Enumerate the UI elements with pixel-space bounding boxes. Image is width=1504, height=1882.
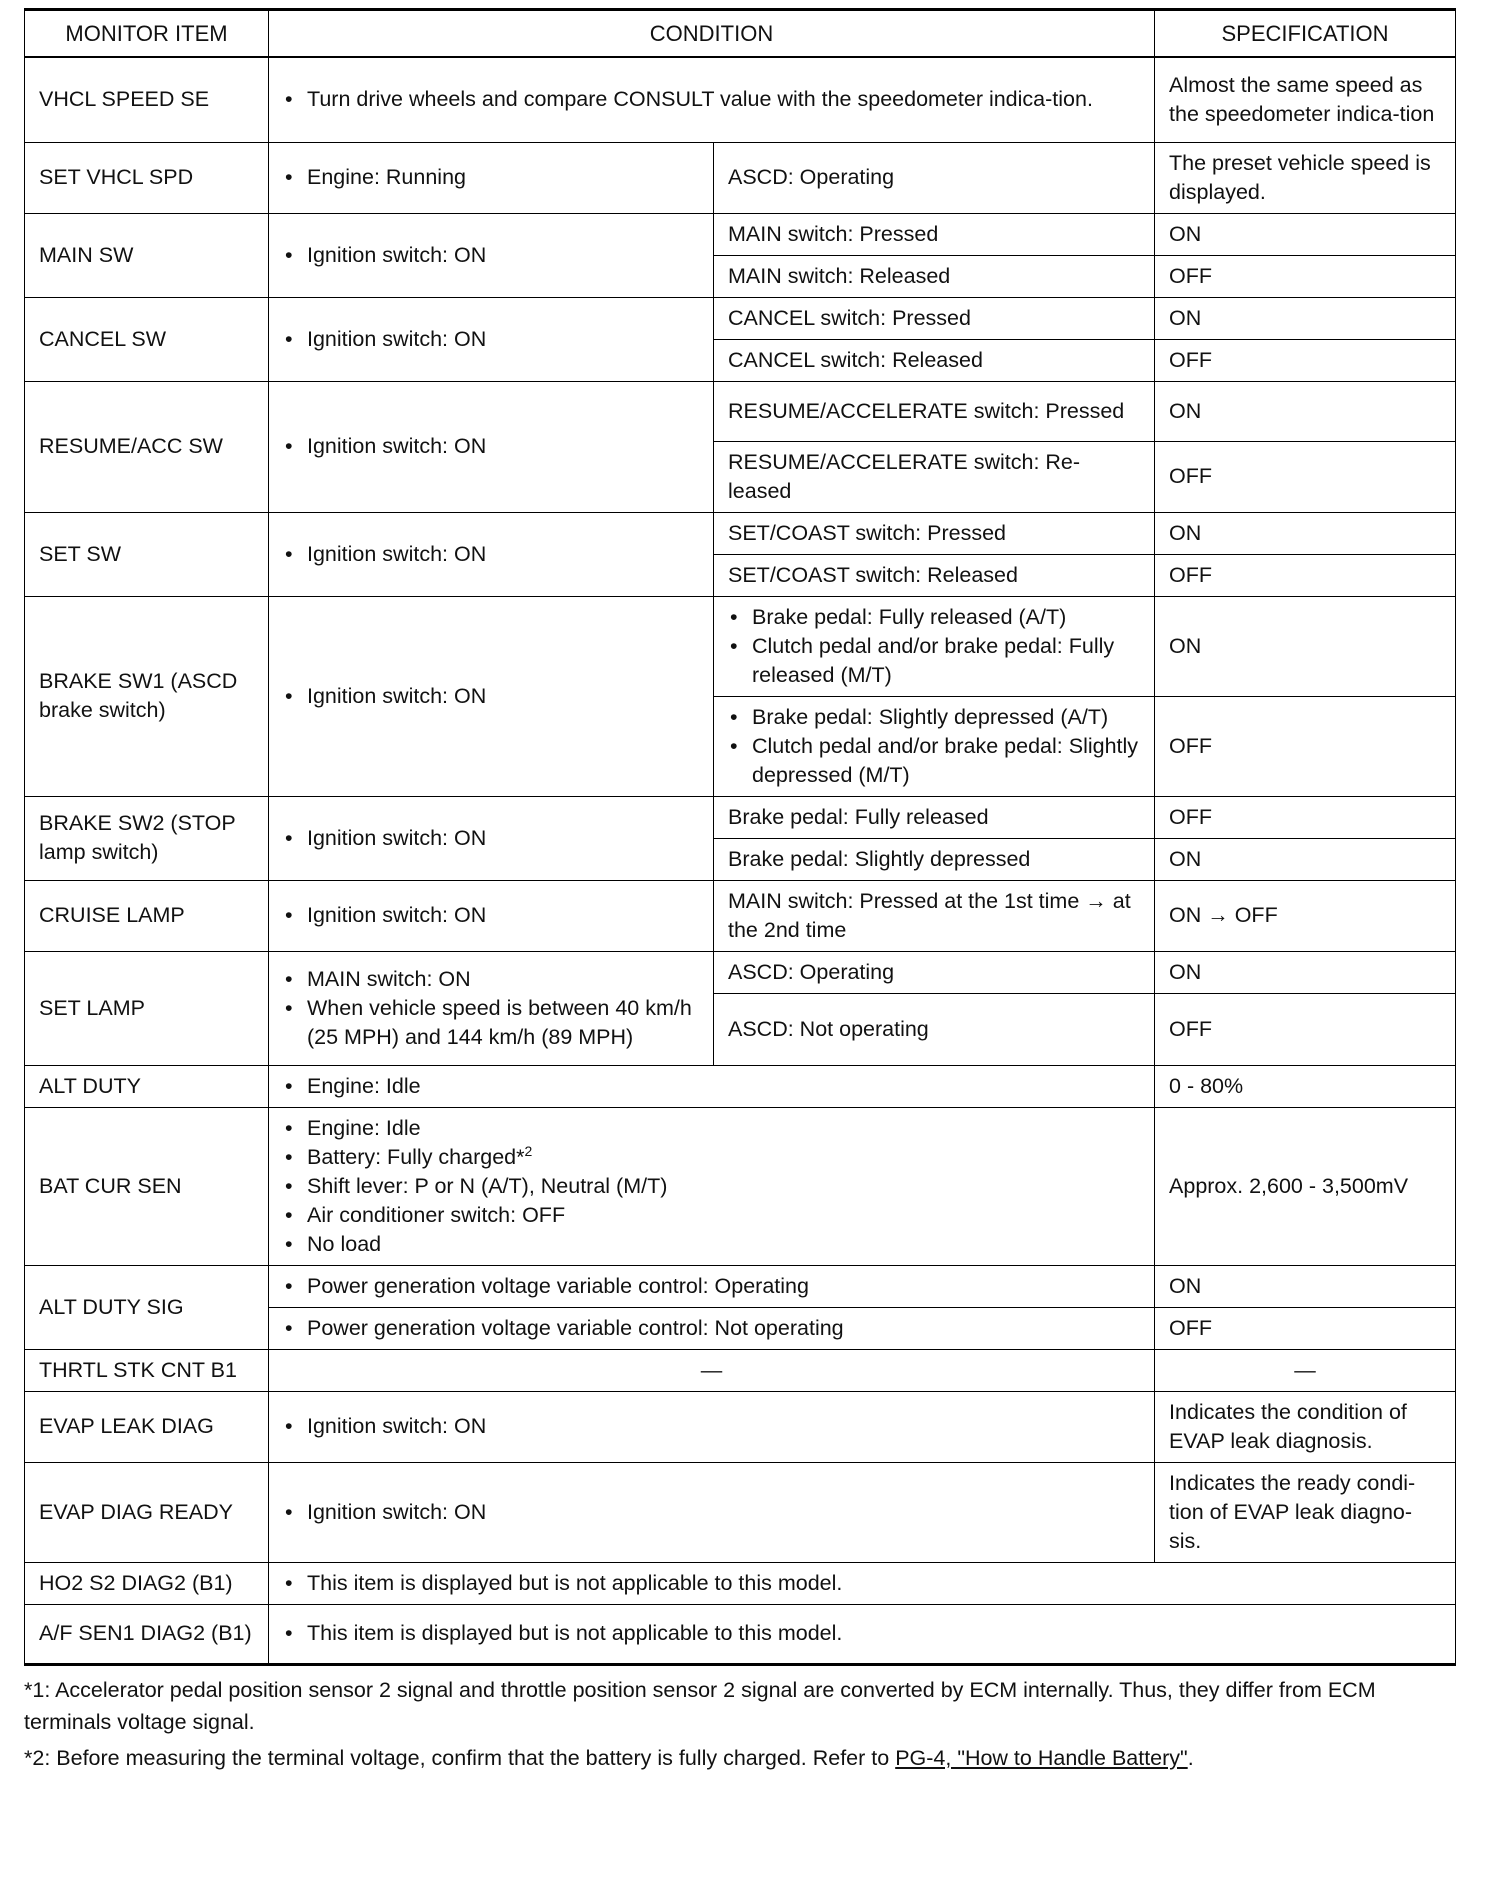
- document: [24, 8, 1455, 1778]
- condition-cell: [269, 1391, 1155, 1462]
- condition-bullet: • Power generation voltage variable control: Not operating: [283, 1314, 1140, 1343]
- sub-condition-cell: CANCEL switch: Released: [714, 339, 1155, 381]
- condition-cell: [269, 297, 714, 381]
- sub-condition-cell: ASCD: Not operating: [714, 993, 1155, 1065]
- condition-cell: [269, 1462, 1155, 1562]
- sub-condition-cell: ASCD: Operating: [714, 951, 1155, 993]
- condition-bullet: • This item is displayed but is not applicable to this model.: [283, 1569, 1441, 1598]
- table-row: [25, 1107, 1456, 1265]
- header-monitor-item: MONITOR ITEM: [25, 10, 269, 58]
- condition-cell: [269, 1065, 1155, 1107]
- table-row: [25, 297, 1456, 339]
- monitor-item: BRAKE SW2 (STOP lamp switch): [25, 796, 269, 880]
- condition-bullet: • Ignition switch: ON: [283, 901, 699, 930]
- condition-bullet: • Ignition switch: ON: [283, 682, 699, 711]
- footnote-2: [24, 1742, 1455, 1774]
- condition-cell: [269, 142, 714, 213]
- condition-cell: [269, 796, 714, 880]
- condition-bullet: • Air conditioner switch: OFF: [283, 1201, 1140, 1230]
- spec-cell: OFF: [1155, 796, 1456, 838]
- sub-condition-cell: Brake pedal: Fully released: [714, 796, 1155, 838]
- table-row: [25, 596, 1456, 696]
- sub-condition-cell: CANCEL switch: Pressed: [714, 297, 1155, 339]
- condition-bullet: • MAIN switch: ON: [283, 965, 699, 994]
- spec-cell: OFF: [1155, 696, 1456, 796]
- spec-cell: Approx. 2,600 - 3,500mV: [1155, 1107, 1456, 1265]
- condition-bullet: • Ignition switch: ON: [283, 540, 699, 569]
- monitor-item: VHCL SPEED SE: [25, 57, 269, 142]
- monitor-item: BRAKE SW1 (ASCD brake switch): [25, 596, 269, 796]
- sub-condition-cell: RESUME/ACCELERATE switch: Re-leased: [714, 441, 1155, 512]
- sub-condition-bullet: • Clutch pedal and/or brake pedal: Fully released (M/T): [728, 632, 1140, 690]
- header-condition: CONDITION: [269, 10, 1155, 58]
- table-row: [25, 381, 1456, 441]
- condition-bullet: • Ignition switch: ON: [283, 1412, 1140, 1441]
- monitor-item: HO2 S2 DIAG2 (B1): [25, 1562, 269, 1604]
- condition-bullet: • Engine: Running: [283, 163, 699, 192]
- spec-cell: OFF: [1155, 554, 1456, 596]
- footnote-2-text: *2: Before measuring the terminal voltage, confirm that the battery is fully charged. Refer to: [24, 1745, 896, 1770]
- condition-cell: [269, 1107, 1155, 1265]
- monitor-item: THRTL STK CNT B1: [25, 1349, 269, 1391]
- table-row: [25, 951, 1456, 993]
- footnote-ref: 2: [524, 1142, 533, 1159]
- monitor-table: [24, 8, 1456, 1666]
- spec-cell: OFF: [1155, 339, 1456, 381]
- sub-condition-cell: MAIN switch: Released: [714, 255, 1155, 297]
- sub-condition-cell: Brake pedal: Slightly depressed: [714, 838, 1155, 880]
- table-row: [25, 512, 1456, 554]
- monitor-item: MAIN SW: [25, 213, 269, 297]
- condition-bullet: • Ignition switch: ON: [283, 432, 699, 461]
- condition-cell: [269, 596, 714, 796]
- sub-condition-cell: RESUME/ACCELERATE switch: Pressed: [714, 381, 1155, 441]
- sub-condition-bullet: • Clutch pedal and/or brake pedal: Slightly depressed (M/T): [728, 732, 1140, 790]
- condition-cell: [269, 57, 1155, 142]
- table-header-row: [25, 10, 1456, 58]
- spec-cell: OFF: [1155, 441, 1456, 512]
- sub-condition-cell: SET/COAST switch: Released: [714, 554, 1155, 596]
- monitor-item: ALT DUTY: [25, 1065, 269, 1107]
- spec-cell: OFF: [1155, 1307, 1456, 1349]
- condition-bullet: • Ignition switch: ON: [283, 824, 699, 853]
- table-row: [25, 142, 1456, 213]
- header-specification: SPECIFICATION: [1155, 10, 1456, 58]
- condition-bullet: • Power generation voltage variable control: Operating: [283, 1272, 1140, 1301]
- condition-cell: —: [269, 1349, 1155, 1391]
- spec-cell: ON: [1155, 297, 1456, 339]
- monitor-item: RESUME/ACC SW: [25, 381, 269, 512]
- spec-cell: ON: [1155, 1265, 1456, 1307]
- monitor-item: SET VHCL SPD: [25, 142, 269, 213]
- spec-cell: ON: [1155, 596, 1456, 696]
- table-row: [25, 1065, 1456, 1107]
- condition-cell: [269, 512, 714, 596]
- condition-bullet: • Engine: Idle: [283, 1114, 1140, 1143]
- sub-condition-cell: SET/COAST switch: Pressed: [714, 512, 1155, 554]
- table-row: [25, 213, 1456, 255]
- table-row: [25, 1462, 1456, 1562]
- table-row: [25, 1391, 1456, 1462]
- monitor-item: A/F SEN1 DIAG2 (B1): [25, 1604, 269, 1664]
- condition-cell: [269, 880, 714, 951]
- spec-cell: ON: [1155, 512, 1456, 554]
- condition-cell: [269, 1265, 1155, 1307]
- condition-bullet: • Turn drive wheels and compare CONSULT value with the speedometer indica-tion.: [283, 85, 1140, 114]
- condition-cell: [269, 1562, 1456, 1604]
- spec-cell: The preset vehicle speed is displayed.: [1155, 142, 1456, 213]
- battery-reference-link[interactable]: PG-4, "How to Handle Battery": [895, 1745, 1188, 1770]
- sub-condition-cell: [714, 696, 1155, 796]
- monitor-item: BAT CUR SEN: [25, 1107, 269, 1265]
- spec-cell: Indicates the condition of EVAP leak diagnosis.: [1155, 1391, 1456, 1462]
- spec-cell: —: [1155, 1349, 1456, 1391]
- table-row: [25, 1604, 1456, 1664]
- spec-cell: 0 - 80%: [1155, 1065, 1456, 1107]
- monitor-item: SET LAMP: [25, 951, 269, 1065]
- sub-condition-bullet: • Brake pedal: Fully released (A/T): [728, 603, 1140, 632]
- spec-cell: Indicates the ready condi-tion of EVAP leak diagno-sis.: [1155, 1462, 1456, 1562]
- condition-bullet: [283, 1143, 1140, 1172]
- condition-cell: [269, 1307, 1155, 1349]
- sub-condition-cell: ASCD: Operating: [714, 142, 1155, 213]
- spec-cell: OFF: [1155, 255, 1456, 297]
- spec-cell: ON: [1155, 838, 1456, 880]
- table-row: [25, 796, 1456, 838]
- condition-bullet: • Ignition switch: ON: [283, 1498, 1140, 1527]
- condition-cell: [269, 951, 714, 1065]
- spec-cell: ON → OFF: [1155, 880, 1456, 951]
- monitor-item: EVAP DIAG READY: [25, 1462, 269, 1562]
- condition-bullet: • Ignition switch: ON: [283, 241, 699, 270]
- table-row: [25, 880, 1456, 951]
- spec-cell: ON: [1155, 951, 1456, 993]
- sub-condition-cell: [714, 596, 1155, 696]
- table-row: [25, 57, 1456, 142]
- monitor-item: SET SW: [25, 512, 269, 596]
- table-row: [25, 1265, 1456, 1307]
- monitor-item: EVAP LEAK DIAG: [25, 1391, 269, 1462]
- table-row: [25, 1349, 1456, 1391]
- spec-cell: OFF: [1155, 993, 1456, 1065]
- footnote-1: *1: Accelerator pedal position sensor 2 signal and throttle position sensor 2 signal are converted by ECM internally. Thus, they differ from ECM terminals voltage signal.: [24, 1677, 1376, 1734]
- monitor-item: ALT DUTY SIG: [25, 1265, 269, 1349]
- sub-condition-bullet: • Brake pedal: Slightly depressed (A/T): [728, 703, 1140, 732]
- condition-bullet: • Engine: Idle: [283, 1072, 1140, 1101]
- footnote-2-end: .: [1187, 1745, 1194, 1770]
- sub-condition-cell: MAIN switch: Pressed at the 1st time → at the 2nd time: [714, 880, 1155, 951]
- condition-bullet: • Shift lever: P or N (A/T), Neutral (M/T): [283, 1172, 1140, 1201]
- spec-cell: ON: [1155, 213, 1456, 255]
- sub-condition-cell: MAIN switch: Pressed: [714, 213, 1155, 255]
- condition-bullet: • Ignition switch: ON: [283, 325, 699, 354]
- condition-cell: [269, 381, 714, 512]
- condition-bullet: • No load: [283, 1230, 1140, 1259]
- spec-cell: ON: [1155, 381, 1456, 441]
- monitor-item: CRUISE LAMP: [25, 880, 269, 951]
- footnotes: [24, 1674, 1455, 1774]
- table-row: [25, 1562, 1456, 1604]
- monitor-item: CANCEL SW: [25, 297, 269, 381]
- condition-text: Battery: Fully charged*: [307, 1144, 525, 1169]
- spec-cell: Almost the same speed as the speedometer indica-tion: [1155, 57, 1456, 142]
- condition-cell: [269, 213, 714, 297]
- condition-cell: [269, 1604, 1456, 1664]
- condition-bullet: • This item is displayed but is not applicable to this model.: [283, 1619, 1441, 1648]
- condition-bullet: • When vehicle speed is between 40 km/h (25 MPH) and 144 km/h (89 MPH): [283, 994, 699, 1052]
